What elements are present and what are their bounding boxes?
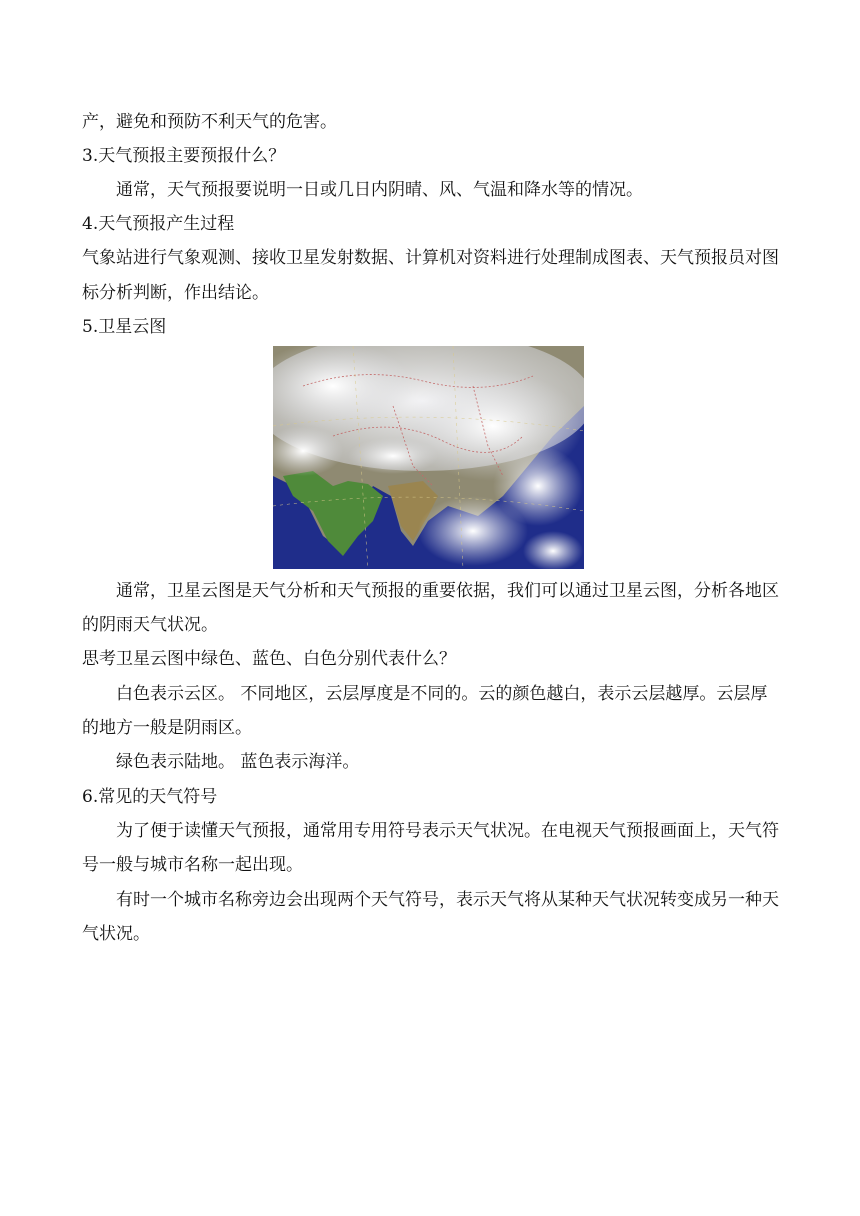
q3-heading: 3.天气预报主要预报什么？ [82, 146, 286, 166]
q4-text-line2: 标分析判断，作出结论。 [82, 283, 269, 303]
q5-text-line2: 的阴雨天气状况。 [82, 615, 218, 635]
q6-para1-line1: 为了便于读懂天气预报，通常用专用符号表示天气状况。在电视天气预报画面上，天气符 [116, 821, 779, 841]
q6-para2-line1: 有时一个城市名称旁边会出现两个天气符号，表示天气将从某种天气状况转变成另一种天 [116, 890, 779, 910]
q6-heading: 6.常见的天气符号 [82, 787, 218, 807]
q6-para2-line2: 气状况。 [82, 924, 150, 944]
white-explanation-line1: 白色表示云区。 不同地区，云层厚度是不同的。云的颜色越白，表示云层越厚。云层厚 [116, 684, 768, 704]
q4-heading: 4.天气预报产生过程 [82, 214, 235, 234]
green-blue-explanation: 绿色表示陆地。 蓝色表示海洋。 [116, 752, 360, 772]
q4-text-line1: 气象站进行气象观测、接收卫星发射数据、计算机对资料进行处理制成图表、天气预报员对图 [82, 248, 779, 268]
satellite-cloud-image [273, 346, 584, 569]
q3-answer: 通常，天气预报要说明一日或几日内阴晴、风、气温和降水等的情况。 [116, 180, 643, 200]
think-question: 思考卫星云图中绿色、蓝色、白色分别代表什么？ [82, 649, 456, 669]
intro-tail-text: 产，避免和预防不利天气的危害。 [82, 112, 337, 132]
white-explanation-line2: 的地方一般是阴雨区。 [82, 718, 252, 738]
q6-para1-line2: 号一般与城市名称一起出现。 [82, 855, 303, 875]
q5-heading: 5.卫星云图 [82, 317, 167, 337]
q5-text-line1: 通常，卫星云图是天气分析和天气预报的重要依据，我们可以通过卫星云图，分析各地区 [116, 581, 779, 601]
